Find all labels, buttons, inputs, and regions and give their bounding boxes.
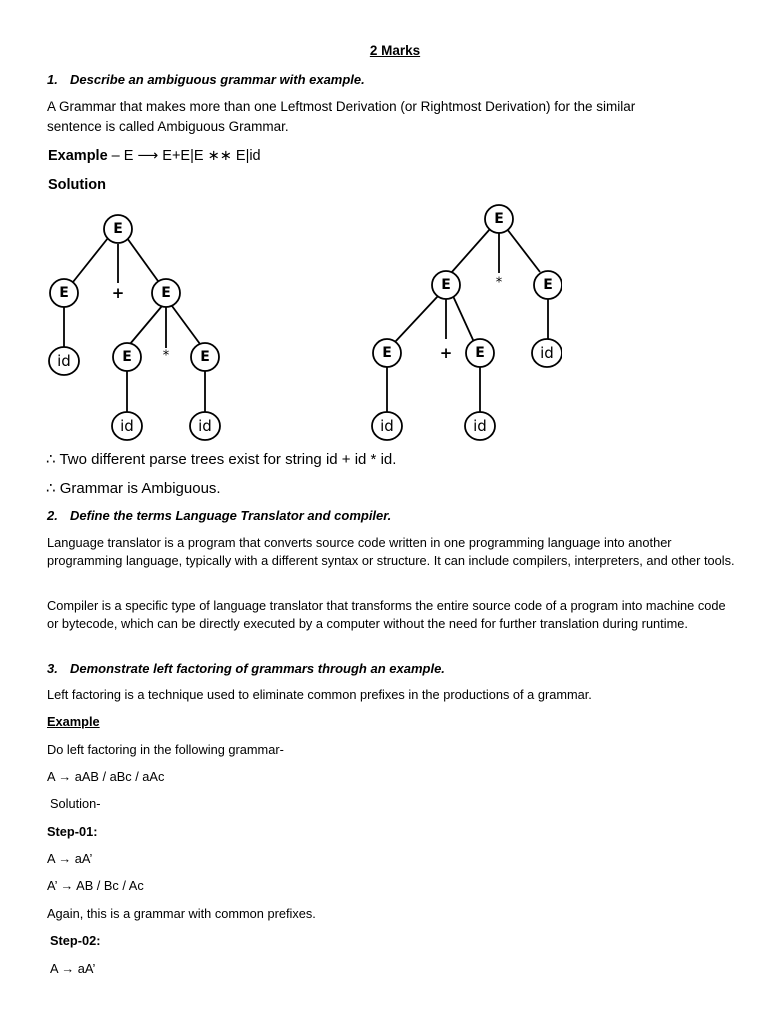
step-1-production-1: A → aA’: [47, 851, 93, 866]
definition-line-2: sentence is called Ambiguous Grammar.: [47, 119, 289, 134]
tree2-leaf-label: id: [540, 344, 554, 362]
definition-line-1: A Grammar that makes more than one Leftmost Derivation (or Rightmost Derivation) for the similar: [47, 99, 636, 114]
language-translator-definition: Language translator is a program that converts source code written in one programming language into another programming language, typically with a different syntax or structure. It can include compilers, interpreters, and other tools.: [47, 535, 735, 568]
tree1-node-label: E: [200, 349, 210, 365]
tree1-leaf-label: id: [198, 417, 212, 435]
figure-crop-mask: [562, 265, 574, 365]
tree1-leaf-label: id: [57, 352, 71, 370]
tree2-leaf-label: id: [380, 417, 394, 435]
tree-edges: [64, 229, 548, 412]
question-3-heading: [47, 661, 445, 676]
tree1-star-label: *: [162, 348, 170, 364]
task-statement: Do left factoring in the following grammar-: [47, 742, 284, 757]
example-grammar: – E ⟶ E+E|E ∗∗ E|id: [107, 148, 261, 164]
tree1-leaf-label: id: [120, 417, 134, 435]
compiler-definition: Compiler is a specific type of language translator that transforms the entire source code of a program into machine code or bytecode, which can be directly executed by a computer without the need for further translation during runtime.: [47, 598, 726, 631]
conclusion-ambiguous: ∴ Grammar is Ambiguous.: [46, 480, 221, 497]
solution-label: Solution-: [50, 796, 101, 811]
step-2-production-1: A → aA’: [50, 961, 96, 976]
question-2-heading: [47, 508, 391, 523]
tree2-star-label: *: [495, 275, 503, 291]
question-text: Describe an ambiguous grammar with example.: [70, 72, 365, 87]
question-1-heading: [47, 72, 365, 87]
question-number: 1.: [47, 72, 58, 87]
parse-trees-figure: [0, 195, 768, 450]
question-text: Demonstrate left factoring of grammars through an example.: [70, 661, 445, 676]
step-1-production-2: A’ → AB / Bc / Ac: [47, 878, 144, 893]
step-1-heading: Step-01:: [47, 824, 98, 839]
tree2-node-label: E: [441, 277, 451, 293]
tree1-node-label: E: [122, 349, 132, 365]
original-grammar: A → aAB / aBc / aAc: [47, 769, 165, 784]
tree2-node-label: E: [543, 277, 553, 293]
question-text: Define the terms Language Translator and compiler.: [70, 508, 392, 523]
example-heading: Example: [47, 714, 100, 729]
solution-label: Solution: [48, 177, 106, 193]
tree1-root-label: E: [113, 221, 123, 237]
tree1-plus-label: +: [111, 284, 125, 302]
conclusion-two-trees: ∴ Two different parse trees exist for string id + id * id.: [46, 451, 397, 468]
page-title: 2 Marks: [369, 43, 421, 58]
step-2-heading: Step-02:: [50, 933, 101, 948]
common-prefix-note: Again, this is a grammar with common prefixes.: [47, 906, 316, 921]
question-number: 2.: [47, 508, 58, 523]
tree2-node-label: E: [382, 345, 392, 361]
example-line: [48, 148, 261, 164]
question-number: 3.: [47, 661, 58, 676]
tree2-root-label: E: [494, 211, 504, 227]
example-label: Example: [48, 148, 108, 164]
tree2-leaf-label: id: [473, 417, 487, 435]
tree1-node-label: E: [59, 285, 69, 301]
left-factoring-intro: Left factoring is a technique used to eliminate common prefixes in the productions of a grammar.: [47, 687, 592, 702]
tree2-node-label: E: [475, 345, 485, 361]
tree2-plus-label: +: [439, 344, 453, 362]
tree1-node-label: E: [161, 285, 171, 301]
